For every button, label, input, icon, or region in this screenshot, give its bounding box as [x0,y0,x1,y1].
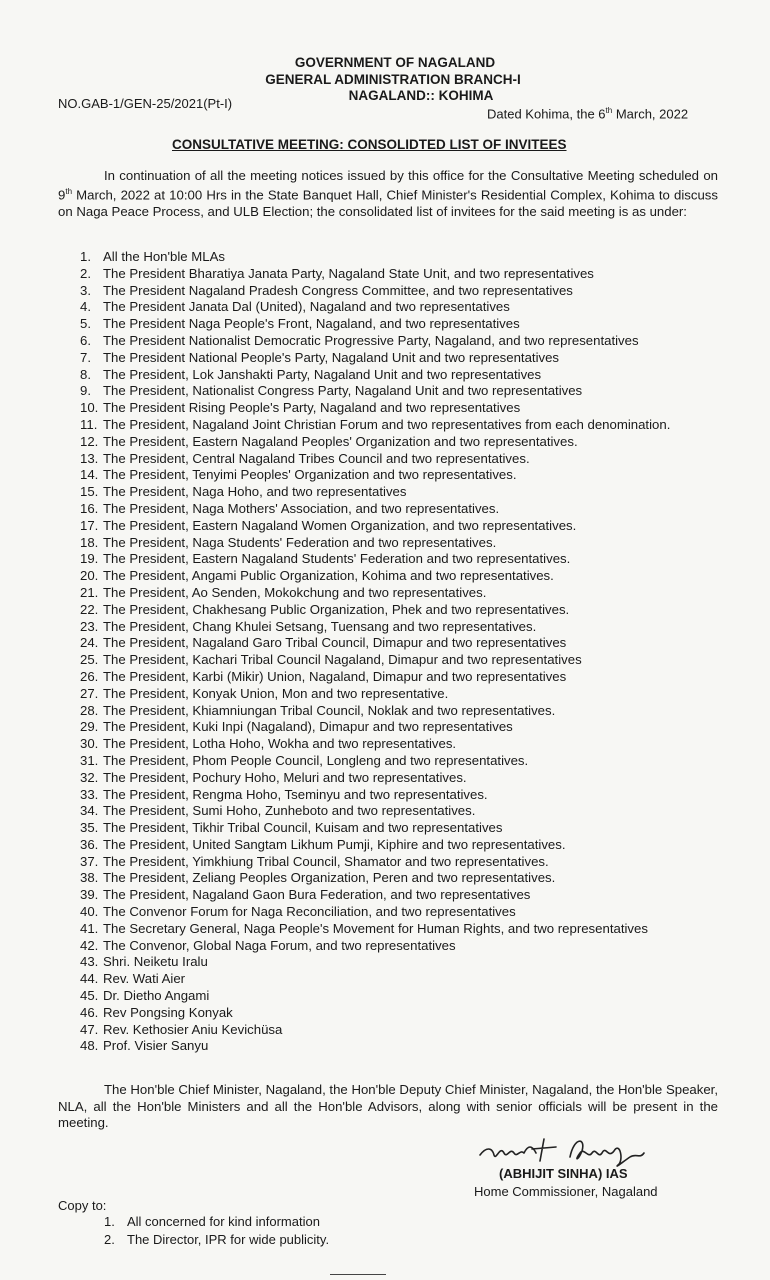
invitee-item [80,787,670,804]
invitee-number: 20. [80,568,99,584]
invitee-text: The President, Khiamniungan Tribal Council, Noklak and two representatives. [103,702,556,718]
invitee-text: The President, Pochury Hoho, Meluri and two representatives. [103,769,467,785]
invitee-item [80,753,670,770]
invitee-text: The President, Nagaland Garo Tribal Council, Dimapur and two representatives [103,635,567,651]
invitee-item [80,585,670,602]
invitee-item [80,770,670,787]
invitee-number: 30. [80,736,99,752]
signer-name: (ABHIJIT SINHA) IAS [499,1166,628,1181]
invitee-item [80,1038,670,1055]
date-line [487,106,688,121]
invitee-number: 23. [80,618,99,634]
invitee-item [80,736,670,753]
invitee-text: The President Nationalist Democratic Progressive Party, Nagaland, and two representatives [103,332,639,348]
invitee-number: 35. [80,820,99,836]
invitee-number: 33. [80,786,99,802]
date-prefix: Dated Kohima, the 6 [487,106,606,122]
invitee-text: The President, Nationalist Congress Party, Nagaland Unit and two representatives [103,383,583,399]
invitee-number: 12. [80,433,99,449]
invitee-number: 32. [80,769,99,785]
invitee-item [80,803,670,820]
invitee-number: 19. [80,551,99,567]
invitee-number: 16. [80,500,99,516]
invitee-text: The President, Kuki Inpi (Nagaland), Dimapur and two representatives [103,719,513,735]
invitee-item [80,619,670,636]
invitee-item [80,921,670,938]
invitee-item [80,887,670,904]
invitee-item [80,652,670,669]
invitee-text: The President, Eastern Nagaland Women Organization, and two representatives. [103,517,577,533]
signer-designation: Home Commissioner, Nagaland [474,1184,658,1199]
invitee-number: 43. [80,954,99,970]
invitee-item [80,703,670,720]
invitee-item [80,383,670,400]
invitee-item [80,568,670,585]
invitee-number: 25. [80,652,99,668]
invitee-text: Rev. Kethosier Aniu Kevichüsa [103,1021,283,1037]
invitee-text: The President, Tenyimi Peoples' Organization and two representatives. [103,467,517,483]
invitee-text: The President, Yimkhiung Tribal Council, Shamator and two representatives. [103,853,549,869]
invitee-number: 18. [80,534,99,550]
invitee-number: 28. [80,702,99,718]
invitee-item [80,333,670,350]
invitee-text: The President, Nagaland Joint Christian Forum and two representatives from each denomination. [103,416,671,432]
invitee-item [80,350,670,367]
invitee-item [80,988,670,1005]
invitee-number: 45. [80,988,99,1004]
invitee-text: The President, Tikhir Tribal Council, Kuisam and two representatives [103,820,503,836]
invitee-number: 40. [80,904,99,920]
invitee-item [80,400,670,417]
invitee-number: 10. [80,400,99,416]
invitee-text: Rev Pongsing Konyak [103,1004,233,1020]
header-location: NAGALAND:: KOHIMA [348,88,494,103]
copy-to-text: All concerned for kind information [127,1214,320,1229]
invitee-text: The President National People's Party, Nagaland Unit and two representatives [103,349,560,365]
invitee-text: The President Rising People's Party, Nagaland and two representatives [103,400,521,416]
intro-superscript: th [65,187,73,197]
invitee-item [80,266,670,283]
invitee-item [80,719,670,736]
invitee-item [80,501,670,518]
invitee-number: 22. [80,601,99,617]
copy-to-text: The Director, IPR for wide publicity. [127,1232,330,1247]
invitee-number: 14. [80,467,99,483]
invitee-text: The President, Naga Hoho, and two representatives [103,484,407,500]
invitee-item [80,316,670,333]
closing-paragraph: The Hon'ble Chief Minister, Nagaland, the Hon'ble Deputy Chief Minister, Nagaland, the Hon'ble Speaker, NLA, all the Hon'ble Ministers and all the Hon'ble Advisors, along with senior officials will be present in the meeting. [58,1082,718,1130]
invitee-text: The President, Angami Public Organization, Kohima and two representatives. [103,568,554,584]
invitee-number: 44. [80,971,99,987]
invitee-text: The President, Kachari Tribal Council Nagaland, Dimapur and two representatives [103,652,582,668]
page-footer-line [330,1274,386,1275]
date-superscript: th [605,106,613,115]
copy-to-list [104,1213,329,1249]
handwritten-signature [474,1131,654,1171]
invitee-number: 48. [80,1038,99,1054]
invitee-item [80,870,670,887]
invitee-text: The Convenor, Global Naga Forum, and two representatives [103,937,456,953]
invitee-item [80,854,670,871]
reference-number: NO.GAB-1/GEN-25/2021(Pt-I) [58,96,233,111]
invitee-text: The President Naga People's Front, Nagaland, and two representatives [103,316,520,332]
invitee-text: The President, Rengma Hoho, Tseminyu and two representatives. [103,786,488,802]
invitee-number: 3. [80,282,91,298]
invitee-number: 15. [80,484,99,500]
invitee-text: The President, Zeliang Peoples Organization, Peren and two representatives. [103,870,556,886]
invitee-number: 47. [80,1021,99,1037]
invitee-text: The President, Karbi (Mikir) Union, Nagaland, Dimapur and two representatives [103,668,567,684]
invitee-text: The President Bharatiya Janata Party, Nagaland State Unit, and two representatives [103,265,594,281]
invitee-number: 11. [80,416,98,432]
invitee-item [80,938,670,955]
invitee-text: Dr. Dietho Angami [103,988,210,1004]
invitee-number: 7. [80,349,91,365]
copy-to-item [104,1213,329,1231]
invitee-number: 5. [80,316,91,332]
invitee-number: 21. [80,584,99,600]
invitee-text: The President, Naga Students' Federation and two representatives. [103,534,497,550]
invitee-item [80,299,670,316]
invitee-item [80,535,670,552]
invitee-text: The President, Lok Janshakti Party, Nagaland Unit and two representatives [103,366,542,382]
invitee-number: 41. [80,920,99,936]
invitee-text: The President Nagaland Pradesh Congress Committee, and two representatives [103,282,573,298]
document-title: CONSULTATIVE MEETING: CONSOLIDTED LIST OF INVITEES [172,137,567,152]
intro-text-start: In continuation of all the meeting notices issued by this office for the Consultative Meeting scheduled on 9 [58,168,718,203]
invitee-text: The President, Central Nagaland Tribes Council and two representatives. [103,450,530,466]
invitee-number: 17. [80,517,99,533]
invitee-number: 39. [80,887,99,903]
invitee-item [80,451,670,468]
invitee-text: The President, Konyak Union, Mon and two representative. [103,685,449,701]
invitee-text: All the Hon'ble MLAs [103,249,225,264]
invitee-item [80,837,670,854]
invitee-number: 34. [80,803,99,819]
invitee-text: The President, Phom People Council, Longleng and two representatives. [103,752,529,768]
invitee-number: 37. [80,853,99,869]
invitee-item [80,1005,670,1022]
invitee-item [80,518,670,535]
invitee-text: Shri. Neiketu Iralu [103,954,208,970]
invitee-item [80,904,670,921]
invitee-number: 31. [80,752,99,768]
invitee-item [80,1022,670,1039]
invitee-number: 1. [80,249,91,264]
invitee-item [80,249,670,266]
header-government: GOVERNMENT OF NAGALAND [294,55,496,70]
copy-to-item [104,1231,329,1249]
invitee-text: Rev. Wati Aier [103,971,186,987]
copy-to-number: 2. [104,1232,115,1247]
copy-to-label: Copy to: [58,1198,107,1213]
invitee-text: The President, Eastern Nagaland Students' Federation and two representatives. [103,551,571,567]
invitee-text: The Secretary General, Naga People's Movement for Human Rights, and two representatives [103,920,648,936]
invitee-text: The President, Nagaland Gaon Bura Federation, and two representatives [103,887,531,903]
invitee-text: The President, Naga Mothers' Association, and two representatives. [103,500,500,516]
invitee-number: 27. [80,685,99,701]
invitee-text: The President, Sumi Hoho, Zunheboto and two representatives. [103,803,476,819]
invitee-number: 46. [80,1004,99,1020]
invitee-item [80,283,670,300]
invitee-item [80,417,670,434]
invitee-list [80,249,670,1055]
invitee-text: The President, Ao Senden, Mokokchung and two representatives. [103,584,487,600]
header-branch: GENERAL ADMINISTRATION BRANCH-I [265,72,521,87]
invitee-item [80,669,670,686]
invitee-text: The President, Chang Khulei Setsang, Tuensang and two representatives. [103,618,537,634]
intro-text-end: March, 2022 at 10:00 Hrs in the State Banquet Hall, Chief Minister's Residential Complex, Kohima to discuss on Naga Peace Process, and ULB Election; the consolidated list of invitees for the said meeting is as under: [58,187,718,219]
invitee-item [80,971,670,988]
invitee-number: 24. [80,635,99,651]
invitee-item [80,434,670,451]
invitee-item [80,954,670,971]
intro-paragraph [58,168,718,220]
invitee-number: 13. [80,450,99,466]
invitee-number: 6. [80,332,91,348]
invitee-item [80,551,670,568]
invitee-number: 8. [80,366,91,382]
invitee-item [80,602,670,619]
invitee-text: The President, Chakhesang Public Organization, Phek and two representatives. [103,601,570,617]
invitee-item [80,484,670,501]
copy-to-number: 1. [104,1214,115,1229]
invitee-number: 26. [80,668,99,684]
invitee-text: The President, Eastern Nagaland Peoples' Organization and two representatives. [103,433,578,449]
invitee-item [80,467,670,484]
date-suffix: March, 2022 [612,106,689,122]
invitee-text: The Convenor Forum for Naga Reconciliation, and two representatives [103,904,516,920]
invitee-text: The President, United Sangtam Likhum Pumji, Kiphire and two representatives. [103,836,566,852]
invitee-item [80,820,670,837]
invitee-number: 29. [80,719,99,735]
invitee-item [80,635,670,652]
invitee-number: 9. [80,383,91,399]
invitee-text: The President Janata Dal (United), Nagaland and two representatives [103,299,510,315]
invitee-item [80,686,670,703]
invitee-item [80,367,670,384]
invitee-number: 4. [80,299,91,315]
invitee-text: The President, Lotha Hoho, Wokha and two representatives. [103,736,457,752]
invitee-number: 2. [80,265,91,281]
invitee-number: 36. [80,836,99,852]
invitee-number: 38. [80,870,99,886]
invitee-text: Prof. Visier Sanyu [103,1038,209,1054]
invitee-number: 42. [80,937,99,953]
